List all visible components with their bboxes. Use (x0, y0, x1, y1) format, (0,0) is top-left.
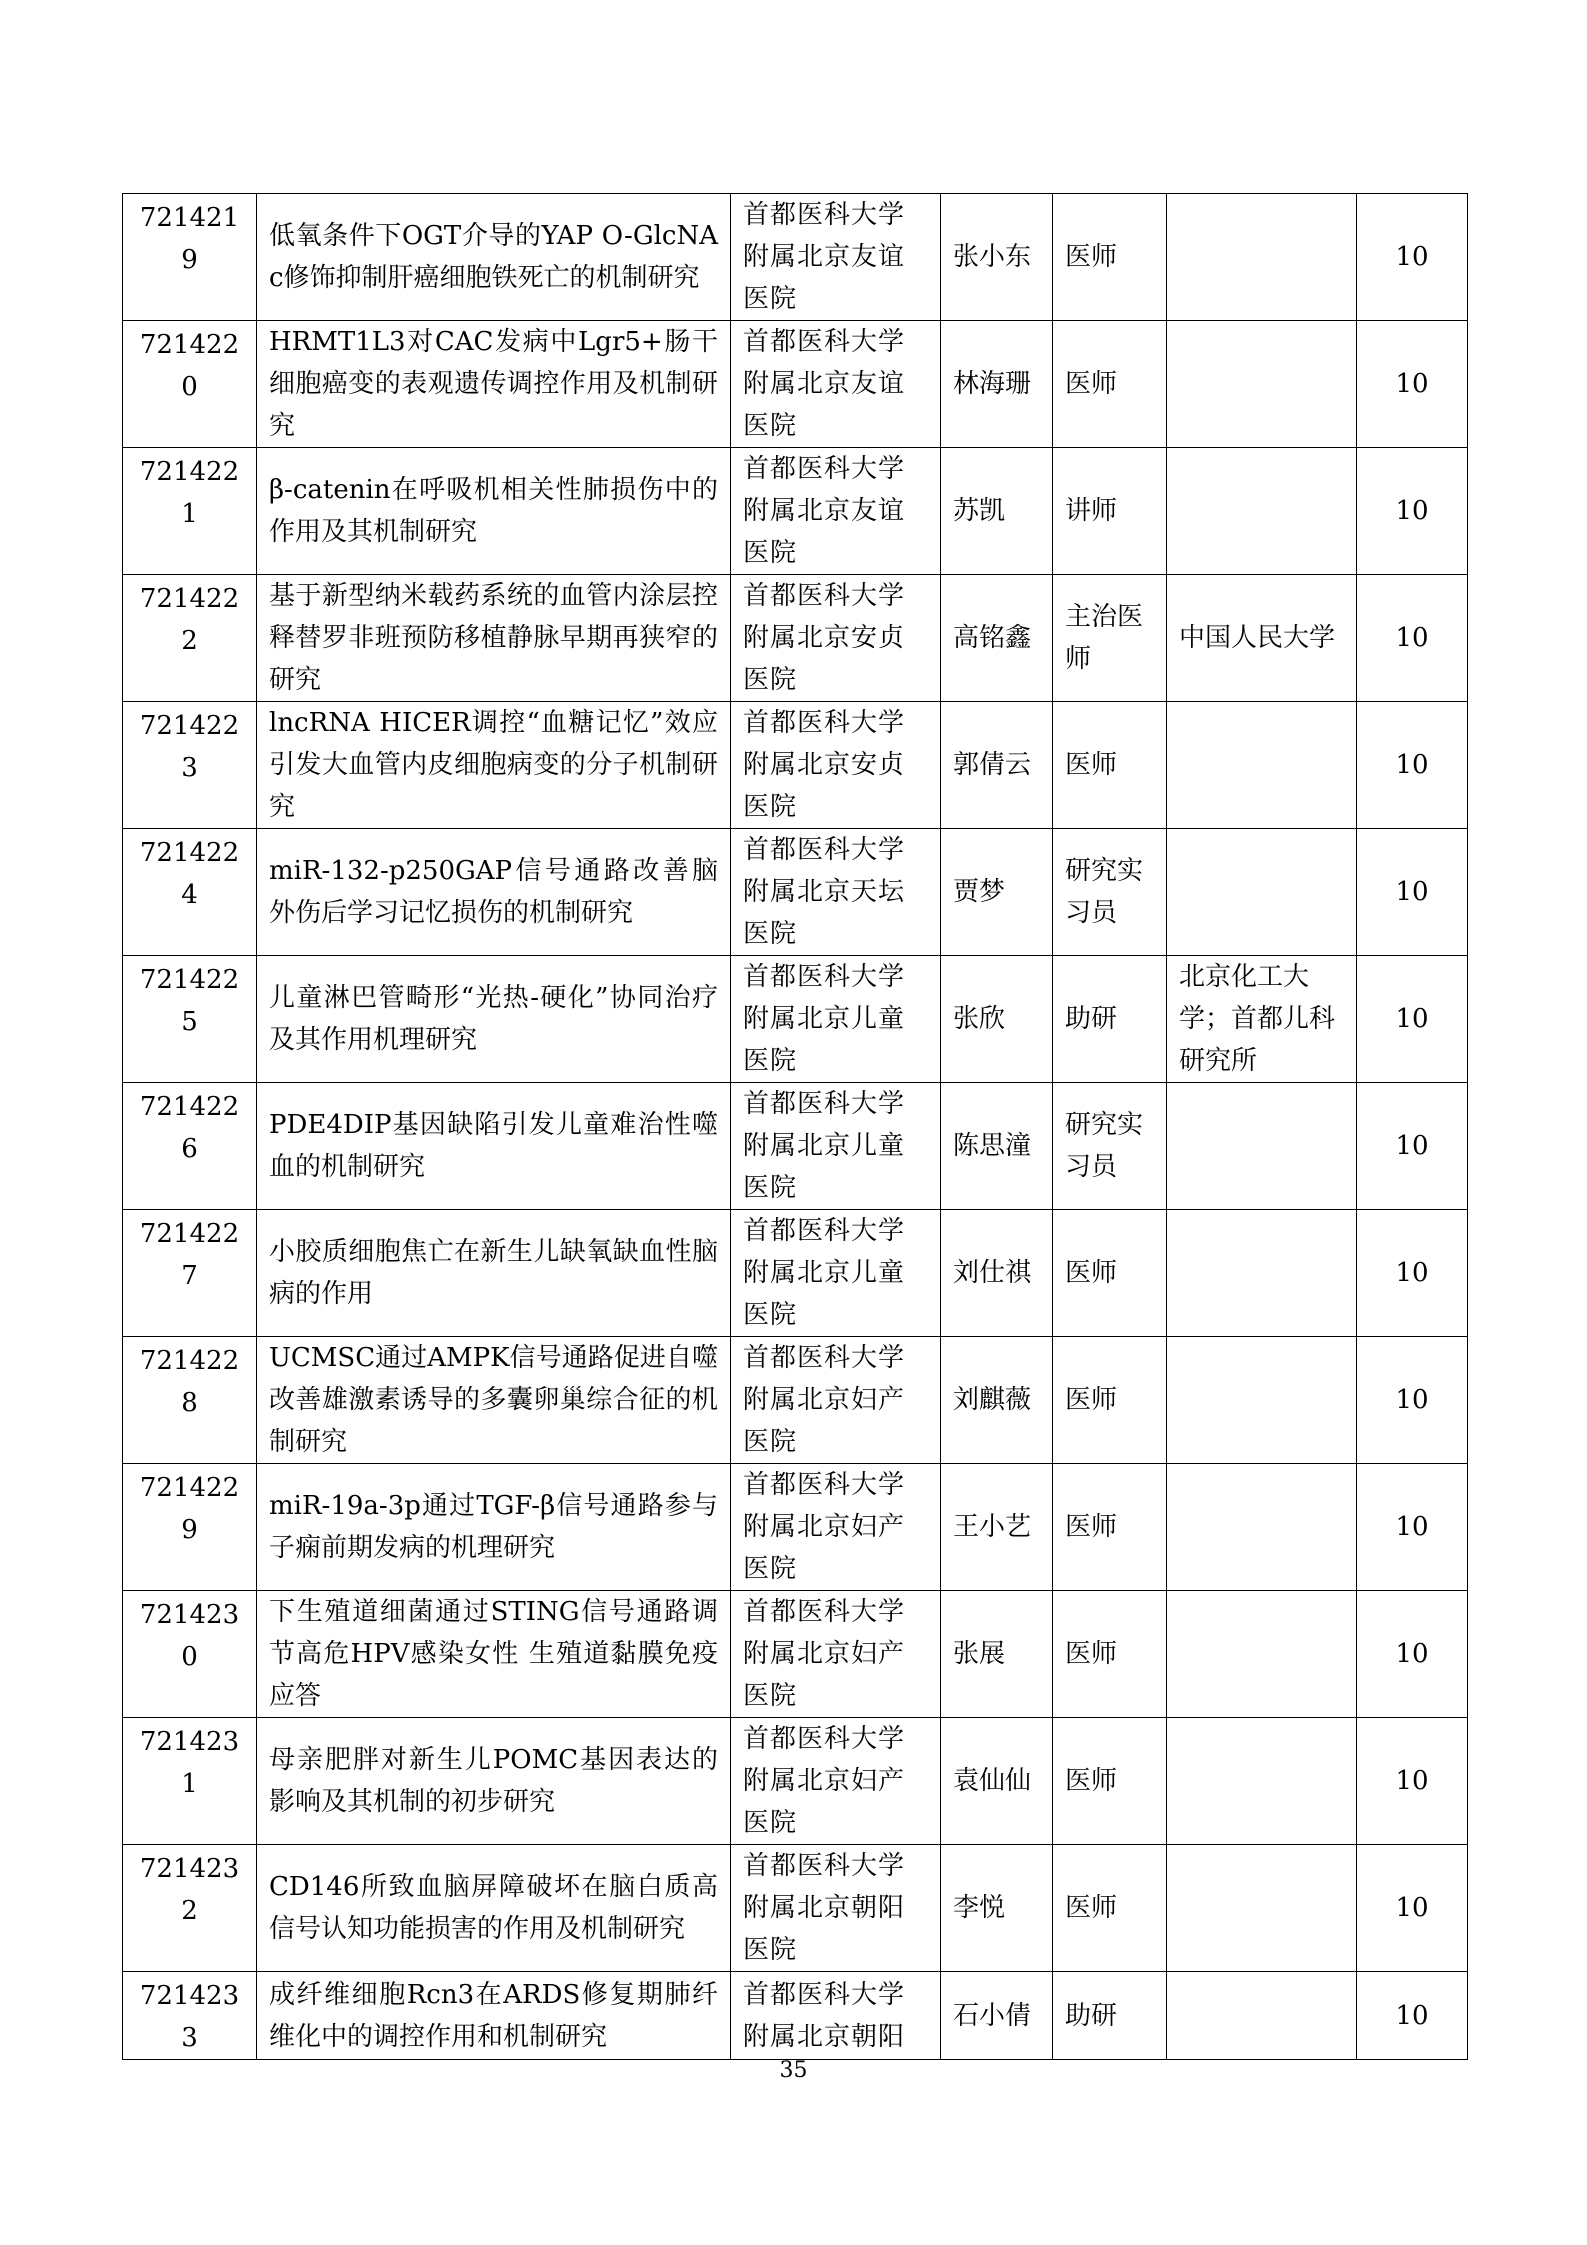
funding-amount-text: 10 (1395, 623, 1429, 653)
table-row (123, 1210, 1468, 1337)
project-title-text: 小胶质细胞焦亡在新生儿缺氧缺血性脑病的作用 (269, 1237, 718, 1309)
professional-title (1053, 1210, 1167, 1337)
funding-amount (1357, 1718, 1468, 1845)
table-row (123, 575, 1468, 702)
host-unit-text: 首都医科大学附属北京妇产医院 (743, 1343, 906, 1457)
project-title-text: UCMSC通过AMPK信号通路促进自噬改善雄激素诱导的多囊卵巢综合征的机制研究 (269, 1343, 718, 1457)
table-row (123, 1591, 1468, 1718)
funding-amount-text: 10 (1395, 1385, 1429, 1415)
project-id (123, 321, 257, 448)
funding-amount-text: 10 (1395, 877, 1429, 907)
partner-unit (1167, 194, 1357, 321)
host-unit (731, 575, 941, 702)
project-title (257, 1337, 731, 1464)
host-unit (731, 1718, 941, 1845)
host-unit (731, 194, 941, 321)
project-title (257, 1972, 731, 2060)
professional-title-text: 研究实习员 (1065, 856, 1144, 928)
table-row (123, 1083, 1468, 1210)
table-row (123, 448, 1468, 575)
project-title (257, 956, 731, 1083)
professional-title-text: 医师 (1065, 1258, 1118, 1288)
partner-unit (1167, 1972, 1357, 2060)
principal-investigator (941, 1210, 1053, 1337)
funding-amount (1357, 321, 1468, 448)
project-id-text: 7214227 (139, 1219, 240, 1291)
project-title-text: CD146所致血脑屏障破坏在脑白质高信号认知功能损害的作用及机制研究 (269, 1872, 718, 1944)
table-row (123, 1972, 1468, 2060)
host-unit (731, 1845, 941, 1972)
funding-amount (1357, 575, 1468, 702)
professional-title (1053, 702, 1167, 829)
project-id (123, 702, 257, 829)
partner-unit (1167, 1845, 1357, 1972)
project-id (123, 1845, 257, 1972)
table-row (123, 702, 1468, 829)
principal-investigator-text: 林海珊 (953, 369, 1032, 399)
project-id-text: 7214228 (139, 1346, 240, 1418)
professional-title-text: 医师 (1065, 369, 1118, 399)
professional-title-text: 主治医师 (1065, 602, 1144, 674)
project-id (123, 1972, 257, 2060)
funding-amount-text: 10 (1395, 1512, 1429, 1542)
partner-unit (1167, 448, 1357, 575)
funding-amount-text: 10 (1395, 242, 1429, 272)
project-id (123, 194, 257, 321)
principal-investigator (941, 575, 1053, 702)
project-title-text: miR-132-p250GAP信号通路改善脑外伤后学习记忆损伤的机制研究 (269, 856, 718, 928)
project-id-text: 7214224 (139, 838, 240, 910)
partner-unit (1167, 1337, 1357, 1464)
funding-amount-text: 10 (1395, 750, 1429, 780)
table-row (123, 1845, 1468, 1972)
host-unit (731, 1210, 941, 1337)
principal-investigator (941, 956, 1053, 1083)
principal-investigator-text: 张欣 (953, 1004, 1006, 1034)
funding-amount (1357, 702, 1468, 829)
principal-investigator-text: 张展 (953, 1639, 1006, 1669)
principal-investigator (941, 1337, 1053, 1464)
funding-amount-text: 10 (1395, 2000, 1429, 2031)
funding-amount (1357, 1972, 1468, 2060)
principal-investigator-text: 郭倩云 (953, 750, 1032, 780)
project-title-text: 母亲肥胖对新生儿POMC基因表达的影响及其机制的初步研究 (269, 1745, 718, 1817)
partner-unit (1167, 321, 1357, 448)
principal-investigator (941, 1591, 1053, 1718)
host-unit (731, 1591, 941, 1718)
project-id-text: 7214223 (139, 711, 240, 783)
table-row (123, 1718, 1468, 1845)
funding-amount-text: 10 (1395, 1639, 1429, 1669)
project-id (123, 1337, 257, 1464)
project-id-text: 7214219 (139, 203, 240, 275)
partner-unit (1167, 575, 1357, 702)
partner-unit (1167, 1210, 1357, 1337)
project-title-text: 低氧条件下OGT介导的YAP O-GlcNAc修饰抑制肝癌细胞铁死亡的机制研究 (269, 221, 718, 293)
project-title (257, 321, 731, 448)
project-title-text: HRMT1L3对CAC发病中Lgr5+肠干细胞癌变的表观遗传调控作用及机制研究 (269, 327, 718, 441)
funding-amount-text: 10 (1395, 1258, 1429, 1288)
project-title (257, 1464, 731, 1591)
principal-investigator-text: 贾梦 (953, 877, 1006, 907)
project-title (257, 829, 731, 956)
project-id (123, 1591, 257, 1718)
professional-title (1053, 575, 1167, 702)
partner-unit-text: 中国人民大学 (1179, 623, 1336, 653)
project-id-text: 7214233 (139, 1981, 240, 2053)
principal-investigator-text: 李悦 (953, 1893, 1006, 1923)
principal-investigator (941, 321, 1053, 448)
professional-title (1053, 1337, 1167, 1464)
project-title-text: 下生殖道细菌通过STING信号通路调节高危HPV感染女性 生殖道黏膜免疫应答 (269, 1597, 718, 1711)
project-id-text: 7214226 (139, 1092, 240, 1164)
principal-investigator-text: 石小倩 (953, 2000, 1032, 2031)
host-unit (731, 956, 941, 1083)
principal-investigator (941, 194, 1053, 321)
host-unit (731, 829, 941, 956)
project-id-text: 7214220 (139, 330, 240, 402)
professional-title (1053, 1718, 1167, 1845)
host-unit-text: 首都医科大学附属北京友谊医院 (743, 454, 906, 568)
project-id (123, 448, 257, 575)
project-id (123, 1083, 257, 1210)
project-id-text: 7214222 (139, 584, 240, 656)
professional-title (1053, 321, 1167, 448)
table-row (123, 194, 1468, 321)
funding-amount-text: 10 (1395, 1893, 1429, 1923)
host-unit-text: 首都医科大学附属北京朝阳医院 (743, 1851, 906, 1965)
principal-investigator (941, 1718, 1053, 1845)
host-unit-text: 首都医科大学附属北京儿童医院 (743, 962, 906, 1076)
professional-title (1053, 1972, 1167, 2060)
project-title (257, 1718, 731, 1845)
partner-unit (1167, 1718, 1357, 1845)
funding-amount (1357, 1083, 1468, 1210)
partner-unit (1167, 1464, 1357, 1591)
professional-title (1053, 194, 1167, 321)
funding-amount (1357, 1337, 1468, 1464)
principal-investigator-text: 高铭鑫 (953, 623, 1032, 653)
table-row (123, 1337, 1468, 1464)
host-unit-text: 首都医科大学附属北京妇产医院 (743, 1470, 906, 1584)
project-id (123, 829, 257, 956)
host-unit (731, 321, 941, 448)
principal-investigator-text: 王小艺 (953, 1512, 1032, 1542)
table-row (123, 321, 1468, 448)
principal-investigator-text: 陈思潼 (953, 1131, 1032, 1161)
professional-title-text: 助研 (1065, 2000, 1118, 2031)
funding-amount (1357, 1591, 1468, 1718)
project-title-text: 成纤维细胞Rcn3在ARDS修复期肺纤维化中的调控作用和机制研究 (269, 1979, 718, 2052)
principal-investigator-text: 刘仕祺 (953, 1258, 1032, 1288)
funding-amount-text: 10 (1395, 1131, 1429, 1161)
project-title (257, 194, 731, 321)
funding-amount (1357, 1845, 1468, 1972)
page-number: 35 (779, 2058, 808, 2083)
funding-amount-text: 10 (1395, 369, 1429, 399)
principal-investigator-text: 刘麒薇 (953, 1385, 1032, 1415)
project-table (122, 193, 1468, 2060)
table-row (123, 956, 1468, 1083)
host-unit-text: 首都医科大学附属北京妇产医院 (743, 1597, 906, 1711)
project-id-text: 7214231 (139, 1727, 240, 1799)
funding-amount (1357, 1210, 1468, 1337)
host-unit-text: 首都医科大学附属北京安贞医院 (743, 708, 906, 822)
host-unit-text: 首都医科大学附属北京友谊医院 (743, 200, 906, 314)
project-id (123, 575, 257, 702)
project-title-text: miR-19a-3p通过TGF-β信号通路参与子痫前期发病的机理研究 (269, 1491, 718, 1563)
project-title (257, 448, 731, 575)
project-id-text: 7214225 (139, 965, 240, 1037)
project-title-text: 儿童淋巴管畸形“光热-硬化”协同治疗及其作用机理研究 (269, 983, 718, 1055)
project-title (257, 1210, 731, 1337)
partner-unit (1167, 829, 1357, 956)
host-unit-text: 首都医科大学附属北京妇产医院 (743, 1724, 906, 1838)
funding-amount (1357, 956, 1468, 1083)
project-id-text: 7214230 (139, 1600, 240, 1672)
funding-amount (1357, 448, 1468, 575)
principal-investigator (941, 702, 1053, 829)
funding-amount-text: 10 (1395, 1766, 1429, 1796)
principal-investigator (941, 829, 1053, 956)
project-id (123, 1718, 257, 1845)
professional-title-text: 助研 (1065, 1004, 1118, 1034)
host-unit (731, 1464, 941, 1591)
principal-investigator (941, 1845, 1053, 1972)
project-title-text: β-catenin在呼吸机相关性肺损伤中的作用及其机制研究 (269, 475, 718, 547)
principal-investigator-text: 苏凯 (953, 496, 1006, 526)
project-id-text: 7214221 (139, 457, 240, 529)
professional-title (1053, 1845, 1167, 1972)
host-unit (731, 1337, 941, 1464)
professional-title-text: 医师 (1065, 1639, 1118, 1669)
principal-investigator (941, 1972, 1053, 2060)
partner-unit (1167, 702, 1357, 829)
professional-title-text: 医师 (1065, 1893, 1118, 1923)
professional-title (1053, 829, 1167, 956)
project-id-text: 7214232 (139, 1854, 240, 1926)
funding-amount (1357, 1464, 1468, 1591)
host-unit-text: 首都医科大学附属北京天坛医院 (743, 835, 906, 949)
host-unit (731, 1083, 941, 1210)
funding-amount (1357, 829, 1468, 956)
professional-title-text: 医师 (1065, 750, 1118, 780)
project-title (257, 1591, 731, 1718)
project-title (257, 1083, 731, 1210)
professional-title (1053, 1464, 1167, 1591)
professional-title-text: 研究实习员 (1065, 1110, 1144, 1182)
professional-title (1053, 1591, 1167, 1718)
project-id-text: 7214229 (139, 1473, 240, 1545)
funding-amount-text: 10 (1395, 496, 1429, 526)
principal-investigator (941, 448, 1053, 575)
professional-title (1053, 448, 1167, 575)
professional-title-text: 讲师 (1065, 496, 1118, 526)
principal-investigator-text: 张小东 (953, 242, 1032, 272)
host-unit-text: 首都医科大学附属北京朝阳 (743, 1979, 906, 2052)
host-unit (731, 1972, 941, 2060)
host-unit-text: 首都医科大学附属北京友谊医院 (743, 327, 906, 441)
host-unit-text: 首都医科大学附属北京儿童医院 (743, 1089, 906, 1203)
project-title (257, 1845, 731, 1972)
project-id (123, 1210, 257, 1337)
project-table-body (123, 194, 1468, 2060)
professional-title-text: 医师 (1065, 1385, 1118, 1415)
partner-unit (1167, 1083, 1357, 1210)
table-row (123, 1464, 1468, 1591)
professional-title (1053, 956, 1167, 1083)
partner-unit-text: 北京化工大学；首都儿科研究所 (1179, 962, 1336, 1076)
professional-title-text: 医师 (1065, 242, 1118, 272)
project-title-text: lncRNA HICER调控“血糖记忆”效应引发大血管内皮细胞病变的分子机制研究 (269, 708, 718, 822)
project-title (257, 575, 731, 702)
professional-title-text: 医师 (1065, 1512, 1118, 1542)
project-title-text: 基于新型纳米载药系统的血管内涂层控释替罗非班预防移植静脉早期再狭窄的研究 (269, 581, 718, 695)
funding-amount-text: 10 (1395, 1004, 1429, 1034)
project-id (123, 956, 257, 1083)
partner-unit (1167, 1591, 1357, 1718)
principal-investigator (941, 1083, 1053, 1210)
principal-investigator (941, 1464, 1053, 1591)
host-unit (731, 702, 941, 829)
funding-amount (1357, 194, 1468, 321)
host-unit-text: 首都医科大学附属北京安贞医院 (743, 581, 906, 695)
principal-investigator-text: 袁仙仙 (953, 1766, 1032, 1796)
project-id (123, 1464, 257, 1591)
project-title (257, 702, 731, 829)
project-title-text: PDE4DIP基因缺陷引发儿童难治性噬血的机制研究 (269, 1110, 718, 1182)
professional-title-text: 医师 (1065, 1766, 1118, 1796)
table-row (123, 829, 1468, 956)
partner-unit (1167, 956, 1357, 1083)
host-unit-text: 首都医科大学附属北京儿童医院 (743, 1216, 906, 1330)
professional-title (1053, 1083, 1167, 1210)
host-unit (731, 448, 941, 575)
